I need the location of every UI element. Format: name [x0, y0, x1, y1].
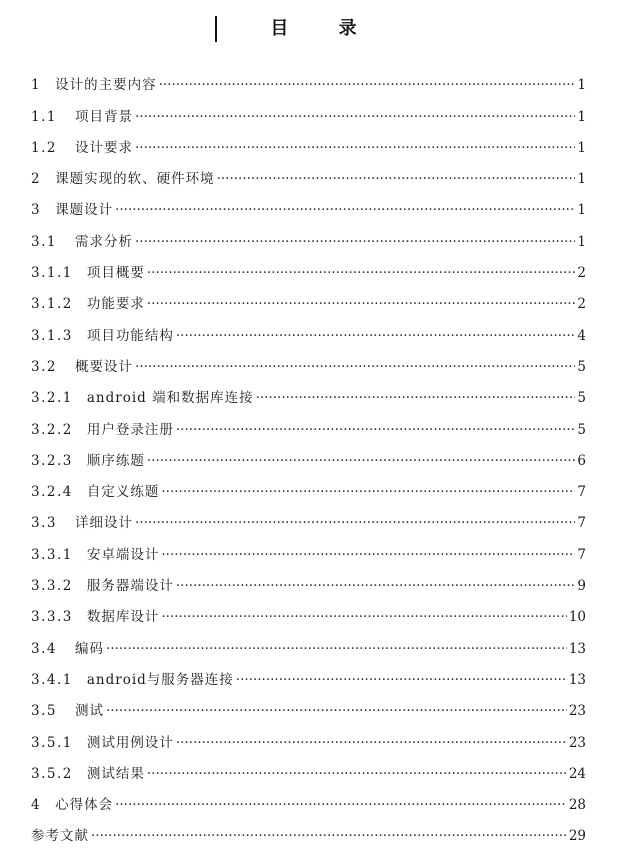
- dot-leader: [147, 451, 576, 471]
- toc-entry-number: 3: [31, 202, 42, 219]
- toc-entry[interactable]: [31, 283, 586, 314]
- toc-entry-page: 2: [577, 265, 586, 282]
- toc-entry-page: 9: [577, 578, 586, 595]
- toc-entry-title: 自定义练题: [86, 484, 160, 501]
- toc-entry[interactable]: [31, 95, 586, 126]
- dot-leader: [106, 639, 567, 659]
- dot-leader: [135, 232, 575, 252]
- toc-entry[interactable]: [31, 471, 586, 502]
- toc-entry-title: 课题设计: [55, 202, 114, 219]
- dot-leader: [217, 169, 576, 189]
- toc-entry-page: 5: [577, 421, 586, 438]
- toc-entry-title: 概要设计: [74, 358, 133, 375]
- toc-entry-title: 测试用例设计: [86, 734, 174, 751]
- toc-entry-page: 5: [577, 390, 586, 407]
- toc-entry[interactable]: [31, 189, 586, 220]
- toc-entry-number: 3.4.1: [31, 671, 73, 688]
- toc-title: 目 录: [270, 18, 379, 39]
- toc-entry[interactable]: [31, 565, 586, 596]
- toc-entry-page: 23: [568, 703, 586, 720]
- toc-entry-title: 课题实现的软、硬件环境: [55, 171, 215, 188]
- dot-leader: [236, 670, 567, 690]
- toc-entry[interactable]: [31, 127, 586, 158]
- dot-leader: [176, 733, 567, 753]
- dot-leader: [161, 545, 575, 565]
- toc-entry[interactable]: [31, 314, 586, 345]
- toc-entry[interactable]: [31, 64, 586, 95]
- toc-entry-page: 23: [568, 734, 586, 751]
- toc-entry-page: 7: [577, 484, 586, 501]
- toc-entry-title: 参考文献: [31, 828, 89, 845]
- toc-entry-title: 数据库设计: [86, 609, 160, 626]
- toc-entry-page: 4: [577, 327, 586, 344]
- toc-entry-page: 1: [577, 233, 586, 250]
- toc-entry-number: 3.3.1: [31, 546, 73, 563]
- dot-leader: [176, 326, 576, 346]
- toc-entry-title: 项目背景: [74, 108, 133, 125]
- toc-entry-page: 29: [568, 828, 586, 845]
- toc-entry-title: 用户登录注册: [86, 421, 174, 438]
- dot-leader: [159, 75, 576, 95]
- toc-entry[interactable]: [31, 690, 586, 721]
- toc-entry-page: 1: [577, 139, 586, 156]
- dot-leader: [147, 764, 567, 784]
- toc-entry-page: 1: [577, 171, 586, 188]
- toc-entry-page: 24: [568, 765, 586, 782]
- toc-entry-title: 心得体会: [55, 797, 114, 814]
- toc-entry-page: 10: [568, 609, 586, 626]
- toc-entry-page: 13: [568, 640, 586, 657]
- toc-entry-page: 13: [568, 671, 586, 688]
- dot-leader: [176, 576, 576, 596]
- toc-entry[interactable]: [31, 346, 586, 377]
- toc-entry[interactable]: [31, 784, 586, 815]
- toc-entry-page: 6: [577, 452, 586, 469]
- dot-leader: [176, 420, 576, 440]
- toc-entry-page: 1: [577, 108, 586, 125]
- toc-entry-number: 3.2.4: [31, 484, 73, 501]
- dot-leader: [147, 294, 576, 314]
- toc-entry-number: 4: [31, 797, 42, 814]
- toc-entry[interactable]: [31, 815, 586, 846]
- toc-entry-title: 编码: [74, 640, 104, 657]
- toc-entry-number: 1.2: [31, 139, 57, 156]
- toc-entry-number: 3.5: [31, 703, 57, 720]
- dot-leader: [147, 263, 576, 283]
- toc-entry-number: 3.3.3: [31, 609, 73, 626]
- dot-leader: [106, 701, 567, 721]
- toc-entry[interactable]: [31, 158, 586, 189]
- toc-entry-number: 1.1: [31, 108, 57, 125]
- dot-leader: [135, 513, 575, 533]
- toc-entry[interactable]: [31, 627, 586, 658]
- dot-leader: [135, 138, 575, 158]
- dot-leader: [115, 200, 575, 220]
- toc-entry-title: android 端和数据库连接: [86, 390, 254, 407]
- toc-entry[interactable]: [31, 721, 586, 752]
- toc-entry[interactable]: [31, 440, 586, 471]
- toc-entry-number: 3.2.2: [31, 421, 73, 438]
- toc-entry-title: 设计要求: [74, 139, 133, 156]
- dot-leader: [135, 357, 575, 377]
- toc-entry-title: 服务器端设计: [86, 578, 174, 595]
- toc-entry-page: 1: [577, 77, 586, 94]
- dot-leader: [115, 795, 567, 815]
- toc-entry-title: 测试: [74, 703, 104, 720]
- toc-entry-number: 3.1.2: [31, 296, 73, 313]
- toc-entry[interactable]: [31, 502, 586, 533]
- toc-entry-page: 5: [577, 358, 586, 375]
- toc-entry-number: 3.5.2: [31, 765, 73, 782]
- dot-leader: [256, 388, 576, 408]
- toc-entry-title: 项目概要: [86, 265, 145, 282]
- toc-entry-title: 项目功能结构: [86, 327, 174, 344]
- toc-entry-number: 3.1.3: [31, 327, 73, 344]
- toc-entry[interactable]: [31, 220, 586, 251]
- toc-entry-title: 安卓端设计: [86, 546, 160, 563]
- toc-entry[interactable]: [31, 252, 586, 283]
- table-of-contents: [31, 64, 586, 846]
- toc-entry[interactable]: [31, 533, 586, 564]
- toc-entry-number: 3.3: [31, 515, 57, 532]
- toc-entry[interactable]: [31, 596, 586, 627]
- dot-leader: [91, 826, 567, 846]
- toc-entry-number: 3.2: [31, 358, 57, 375]
- toc-entry-title: 功能要求: [86, 296, 145, 313]
- toc-entry-page: 7: [577, 546, 586, 563]
- toc-entry-title: android与服务器连接: [86, 671, 234, 688]
- toc-entry-number: 3.3.2: [31, 578, 73, 595]
- toc-entry-number: 3.2.1: [31, 390, 73, 407]
- dot-leader: [135, 107, 575, 127]
- toc-entry-title: 详细设计: [74, 515, 133, 532]
- toc-entry-title: 设计的主要内容: [55, 77, 157, 94]
- dot-leader: [161, 607, 566, 627]
- toc-entry-page: 28: [568, 797, 586, 814]
- toc-entry-page: 1: [577, 202, 586, 219]
- toc-entry[interactable]: [31, 753, 586, 784]
- toc-entry-title: 需求分析: [74, 233, 133, 250]
- toc-entry[interactable]: [31, 408, 586, 439]
- toc-entry-title: 测试结果: [86, 765, 145, 782]
- toc-entry-number: 3.2.3: [31, 452, 73, 469]
- toc-entry-number: 3.5.1: [31, 734, 73, 751]
- toc-entry-number: 3.4: [31, 640, 57, 657]
- toc-entry-number: 1: [31, 77, 42, 94]
- toc-entry[interactable]: [31, 659, 586, 690]
- toc-entry-title: 顺序练题: [86, 452, 145, 469]
- toc-entry-number: 3.1.1: [31, 265, 73, 282]
- toc-entry-number: 3.1: [31, 233, 57, 250]
- toc-entry-page: 7: [577, 515, 586, 532]
- toc-entry-page: 2: [577, 296, 586, 313]
- toc-entry[interactable]: [31, 377, 586, 408]
- dot-leader: [161, 482, 575, 502]
- toc-entry-number: 2: [31, 171, 42, 188]
